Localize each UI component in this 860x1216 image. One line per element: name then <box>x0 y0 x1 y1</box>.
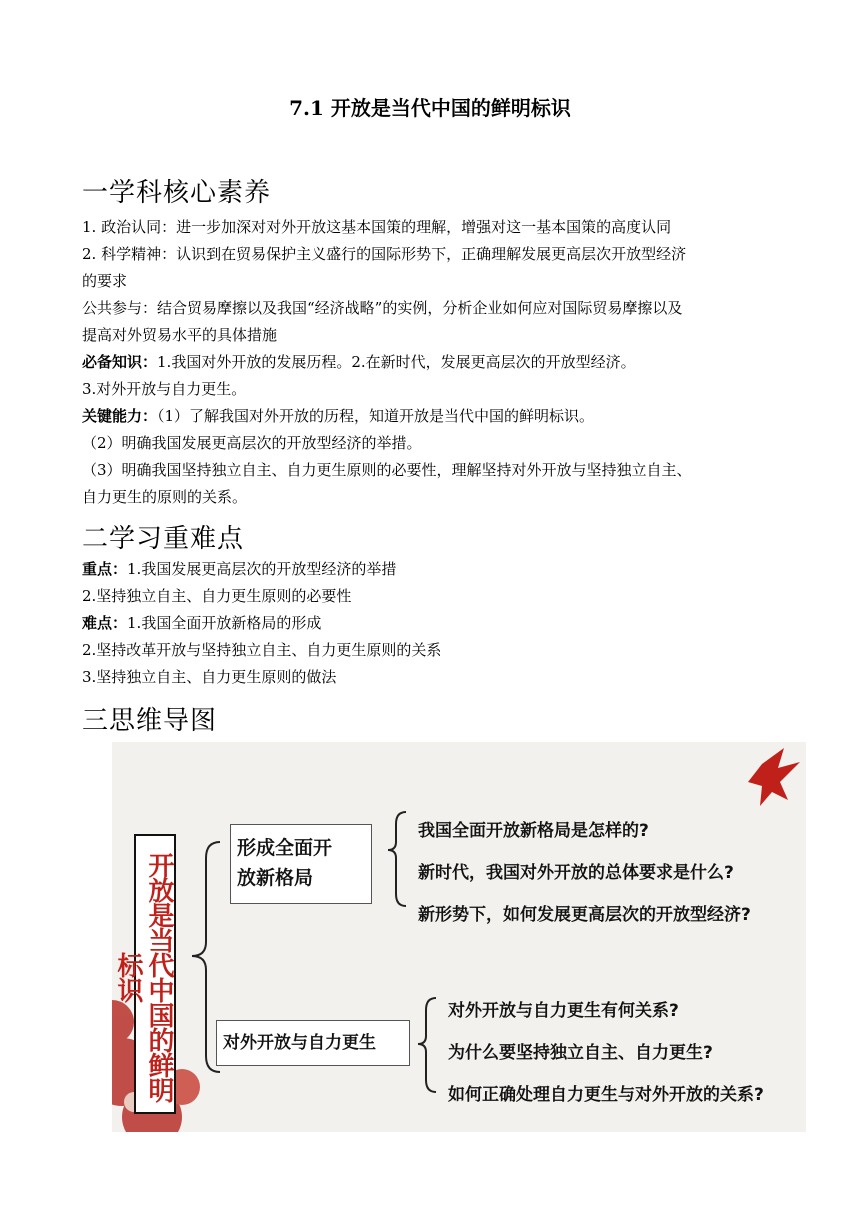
key-ability-label: 关键能力： <box>82 407 158 425</box>
paragraph-key-ability-2: （2）明确我国发展更高层次的开放型经济的举措。 <box>82 434 422 452</box>
branch1-question-2: 新时代，我国对外开放的总体要求是什么? <box>418 863 734 883</box>
difficulty-label: 难点： <box>82 614 128 632</box>
section-heading-key-points: 二学习重难点 <box>82 524 245 554</box>
difficulty-text: 1.我国全面开放新格局的形成 <box>127 614 322 632</box>
paragraph-public-1: 公共参与：结合贸易摩擦以及我国“经济战略”的实例，分析企业如何应对国际贸易摩擦以及 <box>82 299 683 317</box>
bird-decoration-icon <box>748 748 800 806</box>
mind-map <box>112 742 806 1132</box>
required-knowledge-text: 1.我国对外开放的发展历程。2.在新时代，发展更高层次的开放型经济。 <box>157 353 636 371</box>
paragraph-difficulty-2: 2.坚持改革开放与坚持独立自主、自力更生原则的关系 <box>82 641 442 659</box>
branch1-label-line2: 放新格局 <box>237 867 314 889</box>
branch1-question-3: 新形势下，如何发展更高层次的开放型经济? <box>418 905 751 925</box>
paragraph-required-knowledge-2: 3.对外开放与自力更生。 <box>82 380 247 398</box>
paragraph-key-point <box>82 556 782 583</box>
paragraph-political: 1. 政治认同：进一步加深对对外开放这基本国策的理解，增强对这一基本国策的高度认同 <box>82 218 672 236</box>
section-heading-core-literacy: 一学科核心素养 <box>82 178 272 208</box>
key-point-label: 重点： <box>82 560 128 578</box>
paragraph-difficulty-3: 3.坚持独立自主、自力更生原则的做法 <box>82 668 337 686</box>
key-point-text: 1.我国发展更高层次的开放型经济的举措 <box>127 560 397 578</box>
mind-map-branch-open-pattern <box>230 824 372 904</box>
branch2-question-3: 如何正确处理自力更生与对外开放的关系? <box>448 1085 764 1105</box>
mind-map-branch-self-reliance: 对外开放与自力更生 <box>216 1020 410 1066</box>
branch2-question-2: 为什么要坚持独立自主、自力更生? <box>448 1043 713 1063</box>
document-title: 7.1 开放是当代中国的鲜明标识 <box>289 96 571 120</box>
paragraph-required-knowledge <box>82 349 782 376</box>
paragraph-science-1: 2. 科学精神：认识到在贸易保护主义盛行的国际形势下，正确理解发展更高层次开放型经济 <box>82 245 687 263</box>
section-heading-mind-map: 三思维导图 <box>82 706 218 736</box>
key-ability-text: （1）了解我国对外开放的历程，知道开放是当代中国的鲜明标识。 <box>157 407 595 425</box>
paragraph-public-2: 提高对外贸易水平的具体措施 <box>82 326 278 344</box>
branch1-question-1: 我国全面开放新格局是怎样的? <box>418 821 649 841</box>
paragraph-key-ability-3: （3）明确我国坚持独立自主、自力更生原则的必要性，理解坚持对外开放与坚持独立自主、 <box>82 461 692 479</box>
mind-map-root: 开放是当代中国的鲜明标识 <box>134 834 176 1114</box>
paragraph-key-point-2: 2.坚持独立自主、自力更生原则的必要性 <box>82 587 352 605</box>
paragraph-key-ability-4: 自力更生的原则的关系。 <box>82 488 248 506</box>
mind-map-decoration <box>112 742 806 1132</box>
required-knowledge-label: 必备知识： <box>82 353 158 371</box>
branch2-question-1: 对外开放与自力更生有何关系? <box>448 1001 679 1021</box>
paragraph-science-2: 的要求 <box>82 272 128 290</box>
branch1-label-line1: 形成全面开 <box>237 837 333 859</box>
paragraph-difficulty <box>82 610 782 637</box>
paragraph-key-ability <box>82 403 782 430</box>
